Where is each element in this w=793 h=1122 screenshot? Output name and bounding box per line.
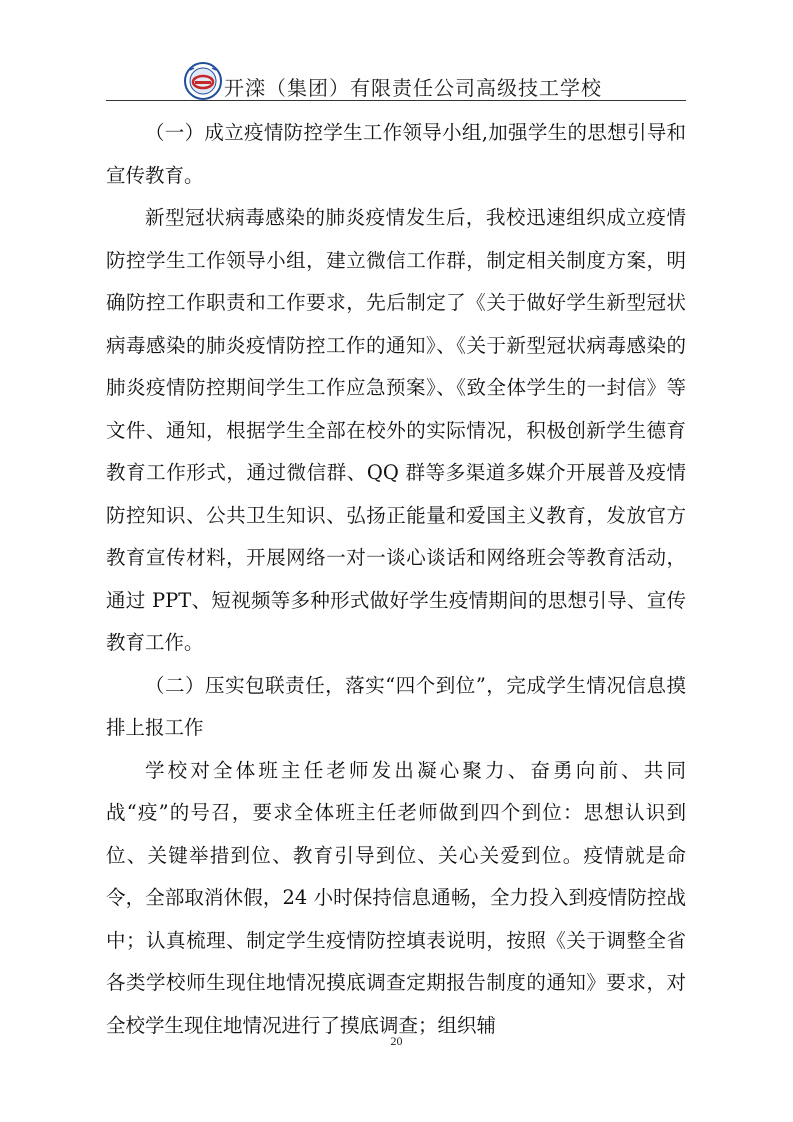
document-body: [106, 112, 686, 1047]
school-seal-icon: [184, 62, 222, 100]
section-heading-2: （二）压实包联责任，落实“四个到位”，完成学生情况信息摸排上报工作: [106, 673, 686, 739]
body-paragraph: 学校对全体班主任老师发出凝心聚力、奋勇向前、共同战“疫”的号召，要求全体班主任老师做到四个到位：思想认识到位、关键举措到位、教育引导到位、关心关爱到位。疫情就是命令，全部取消休假，24 小时保持信息通畅，全力投入到疫情防控战中；认真梳理、制定学生疫情防控填表说明，按照《关于调整全省各类学校师生现住地情况摸底调查定期报告制度的通知》要求，对全校学生现住地情况进行了摸底调查；组织辅: [106, 758, 686, 1037]
body-paragraph: 新型冠状病毒感染的肺炎疫情发生后，我校迅速组织成立疫情防控学生工作领导小组，建立微信工作群，制定相关制度方案，明确防控工作职责和工作要求，先后制定了《关于做好学生新型冠状病毒感染的肺炎疫情防控工作的通知》、《关于新型冠状病毒感染的肺炎疫情防控期间学生工作应急预案》、《致全体学生的一封信》等文件、通知，根据学生全部在校外的实际情况，积极创新学生德育教育工作形式，通过微信群、QQ 群等多渠道多媒介开展普及疫情防控知识、公共卫生知识、弘扬正能量和爱国主义教育，发放官方教育宣传材料，开展网络一对一谈心谈话和网络班会等教育活动，通过 PPT、短视频等多种形式做好学生疫情期间的思想引导、宣传教育工作。: [106, 206, 686, 654]
header-divider: [106, 100, 686, 101]
section-heading-1: （一）成立疫情防控学生工作领导小组,加强学生的思想引导和宣传教育。: [106, 121, 686, 187]
header-title: 开滦（集团）有限责任公司高级技工学校: [224, 76, 602, 100]
page-header: [106, 56, 686, 102]
page-number: 20: [390, 1034, 403, 1048]
